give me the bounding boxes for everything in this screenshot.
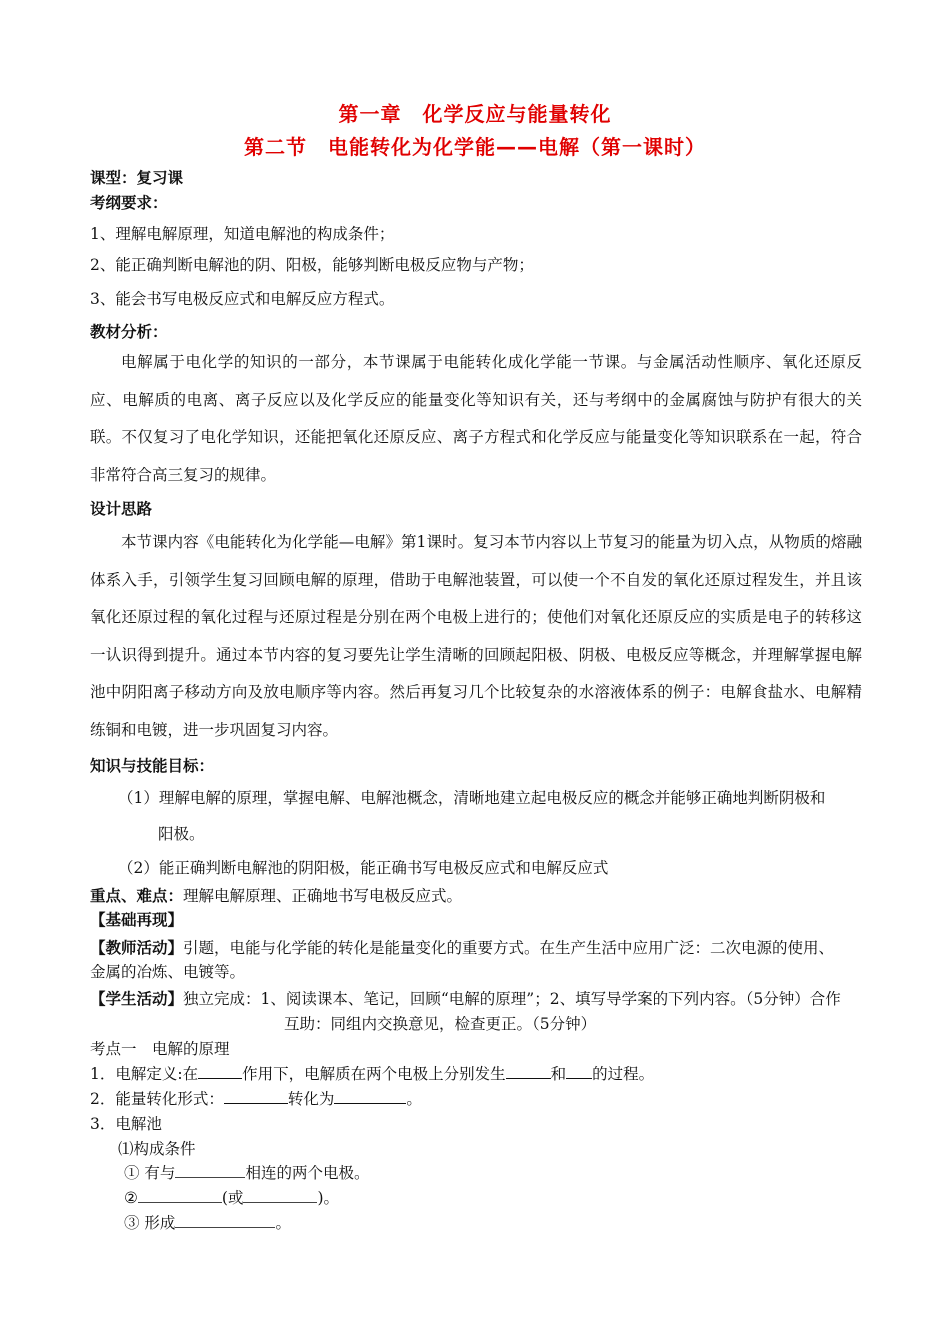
c2-text-c: )。 xyxy=(317,1189,340,1207)
analysis-heading: 教材分析： xyxy=(90,323,168,341)
design-paragraph: 本节课内容《电能转化为化学能—电解》第1课时。复习本节内容以上节复习的能量为切入点，从物质的熔融体系入手，引领学生复习回顾电解的原理，借助于电解池装置，可以使一个不自发的氧化还原过程发生，并且该氧化还原过程的氧化过程与还原过程是分别在两个电极上进行的；使他们对氧化还原反应的实质是电子的转移这一认识得到提升。通过本节内容的复习要先让学生清晰的回顾起阳极、阴极、电极反应等概念，并理解掌握电解池中阴阳离子移动方向及放电顺序等内容。然后再复习几个比较复杂的水溶液体系的例子：电解食盐水、电解精练铜和电镀，进一步巩固复习内容。 xyxy=(90,533,862,739)
syllabus-heading: 考纲要求： xyxy=(90,194,168,212)
q1-text-a: 1．电解定义:在 xyxy=(90,1065,199,1083)
teacher-activity xyxy=(90,936,834,958)
condition-2 xyxy=(124,1186,339,1208)
key-points xyxy=(90,884,462,906)
c3-text-a: ③ 形成 xyxy=(124,1214,176,1232)
syllabus-item-3: 3、能会书写电极反应式和电解反应方程式。 xyxy=(90,290,395,308)
c2-text-b: (或 xyxy=(221,1189,244,1207)
student-text-cont: 互助：同组内交换意见，检查更正。（5分钟） xyxy=(284,1015,597,1033)
exam-point-title: 考点一 电解的原理 xyxy=(90,1040,230,1058)
key-points-label: 重点、难点： xyxy=(90,887,184,905)
q1-text-d: 的过程。 xyxy=(592,1065,655,1083)
goal-item-1: （1）理解电解的原理，掌握电解、电解池概念，清晰地建立起电极反应的概念并能够正确地判断阴极和 xyxy=(118,789,826,807)
goals-heading: 知识与技能目标： xyxy=(90,757,215,775)
c3-blank[interactable] xyxy=(175,1211,275,1228)
teacher-text-cont: 金属的冶炼、电镀等。 xyxy=(90,963,246,981)
condition-3 xyxy=(124,1211,291,1233)
q2-text-b: 转化为 xyxy=(287,1090,335,1108)
condition-1 xyxy=(124,1161,369,1183)
q1-text-b: 作用下，电解质在两个电极上分别发生 xyxy=(242,1065,506,1083)
q1-blank-2[interactable] xyxy=(506,1062,551,1079)
design-heading: 设计思路 xyxy=(90,500,153,518)
c2-blank-1[interactable] xyxy=(138,1186,222,1203)
student-text: 独立完成：1、阅读课本、笔记，回顾“电解的原理”；2、填写导学案的下列内容。（5分钟）合作 xyxy=(183,990,841,1008)
q2-text-c: 。 xyxy=(406,1090,422,1108)
c1-blank[interactable] xyxy=(175,1161,245,1178)
question-2 xyxy=(90,1087,422,1109)
question-3: 3．电解池 xyxy=(90,1115,162,1133)
teacher-label: 【教师活动】 xyxy=(90,939,184,957)
goal-item-1-cont: 阳极。 xyxy=(158,825,205,843)
student-activity xyxy=(90,987,841,1009)
chapter-title: 第一章 化学反应与能量转化 xyxy=(338,102,612,126)
q1-blank-3[interactable] xyxy=(566,1062,592,1079)
analysis-paragraph: 电解属于电化学的知识的一部分，本节课属于电能转化成化学能一节课。与金属活动性顺序、氧化还原反应、电解质的电离、离子反应以及化学反应的能量变化等知识有关，还与考纲中的金属腐蚀与防护有很大的关联。不仅复习了电化学知识，还能把氧化还原反应、离子方程式和化学反应与能量变化等知识联系在一起，符合非常符合高三复习的规律。 xyxy=(90,353,862,484)
q2-text-a: 2．能量转化形式： xyxy=(90,1090,224,1108)
student-label: 【学生活动】 xyxy=(90,990,184,1008)
syllabus-item-1: 1、理解电解原理，知道电解池的构成条件； xyxy=(90,225,395,243)
q1-blank-1[interactable] xyxy=(198,1062,242,1079)
sub-title: ⑴构成条件 xyxy=(118,1140,196,1158)
c2-text-a: ② xyxy=(124,1189,138,1207)
question-1 xyxy=(90,1062,654,1084)
goal-item-2: （2）能正确判断电解池的阴阳极，能正确书写电极反应式和电解反应式 xyxy=(118,859,609,877)
syllabus-item-2: 2、能正确判断电解池的阴、阳极，能够判断电极反应物与产物； xyxy=(90,256,534,274)
lesson-type: 课型：复习课 xyxy=(90,169,184,187)
q2-blank-2[interactable] xyxy=(334,1087,406,1104)
key-points-text: 理解电解原理、正确地书写电极反应式。 xyxy=(183,887,463,905)
c3-text-b: 。 xyxy=(275,1214,291,1232)
q1-text-c: 和 xyxy=(550,1065,567,1083)
c1-text-b: 相连的两个电极。 xyxy=(245,1164,370,1182)
basics-heading: 【基础再现】 xyxy=(90,911,184,929)
q2-blank-1[interactable] xyxy=(224,1087,288,1104)
c2-blank-2[interactable] xyxy=(243,1186,317,1203)
teacher-text: 引题，电能与化学能的转化是能量变化的重要方式。在生产生活中应用广泛：二次电源的使用、 xyxy=(183,939,835,957)
c1-text-a: ① 有与 xyxy=(124,1164,176,1182)
section-title: 第二节 电能转化为化学能——电解（第一课时） xyxy=(244,135,706,159)
